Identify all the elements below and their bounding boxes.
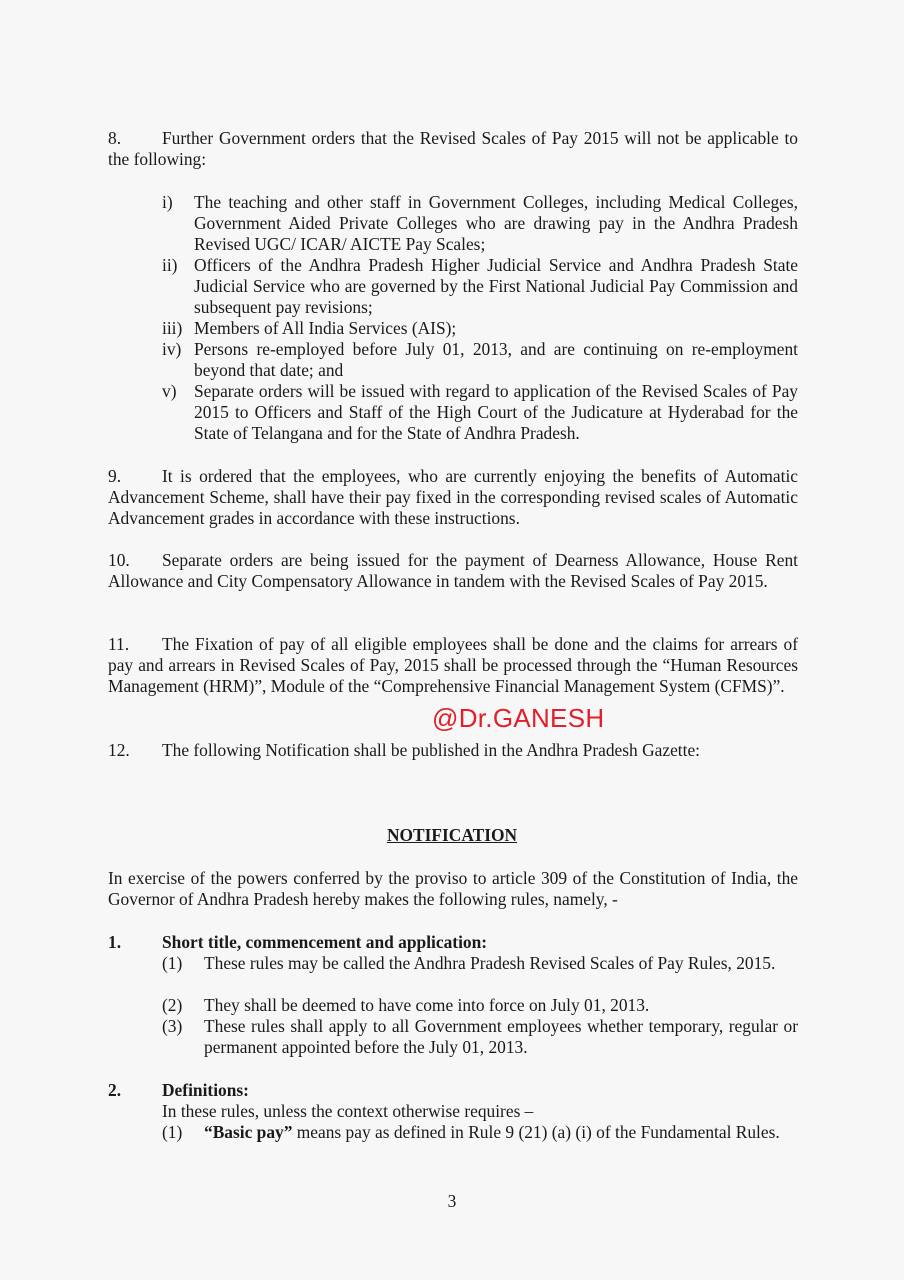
item-label: (1) xyxy=(162,953,183,973)
item-text: These rules may be called the Andhra Pradesh Revised Scales of Pay Rules, 2015. xyxy=(204,953,776,973)
item-label: ii) xyxy=(162,255,178,275)
rule-2-intro: In these rules, unless the context otherwise requires – xyxy=(162,1101,534,1121)
para-11-number: 11. xyxy=(108,634,130,654)
para-8-item-i xyxy=(162,192,798,255)
rule-2-number: 2. xyxy=(108,1080,122,1100)
item-text xyxy=(204,1122,798,1143)
para-11-text: The Fixation of pay of all eligible employees shall be done and the claims for arrears of pay and arrears in Revised Scales of Pay, 2015 shall be processed through the “Human Resources Management (HRM)”, Module of the “Comprehensive Financial Management System (CFMS)”. xyxy=(108,634,798,696)
defined-term: “Basic pay” xyxy=(204,1122,293,1142)
item-text: The teaching and other staff in Government Colleges, including Medical Colleges, Government Aided Private Colleges who are drawing pay in the Andhra Pradesh Revised UGC/ ICAR/ AICTE Pay Scales; xyxy=(194,192,798,254)
item-label: (1) xyxy=(162,1122,183,1142)
para-8-text: Further Government orders that the Revised Scales of Pay 2015 will not be applicable to the following: xyxy=(108,128,798,169)
rule-1-item-1 xyxy=(162,953,798,974)
para-11 xyxy=(108,634,798,697)
para-8-item-iv xyxy=(162,339,798,381)
rule-1-number: 1. xyxy=(108,932,122,952)
item-label: i) xyxy=(162,192,173,212)
para-9 xyxy=(108,466,798,529)
notification-heading: NOTIFICATION xyxy=(386,825,518,845)
item-text: They shall be deemed to have come into force on July 01, 2013. xyxy=(204,995,650,1015)
item-label: (3) xyxy=(162,1016,183,1036)
para-9-text: It is ordered that the employees, who are currently enjoying the benefits of Automatic Advancement Scheme, shall have their pay fixed in the corresponding revised scales of Automatic Advancement grades in accordance with these instructions. xyxy=(108,466,798,528)
para-12 xyxy=(108,740,798,761)
para-10 xyxy=(108,550,798,592)
item-label: (2) xyxy=(162,995,183,1015)
rule-1-title: Short title, commencement and application: xyxy=(162,932,488,952)
item-label: iv) xyxy=(162,339,182,359)
watermark: @Dr.GANESH xyxy=(432,703,605,733)
item-label: v) xyxy=(162,381,177,401)
para-10-number: 10. xyxy=(108,550,130,570)
page-number: 3 xyxy=(447,1191,457,1211)
para-9-number: 9. xyxy=(108,466,122,486)
para-8-item-iii xyxy=(162,318,798,339)
rule-1-item-3 xyxy=(162,1016,798,1058)
item-text: These rules shall apply to all Government employees whether temporary, regular or permanent appointed before the July 01, 2013. xyxy=(204,1016,798,1057)
para-10-text: Separate orders are being issued for the payment of Dearness Allowance, House Rent Allowance and City Compensatory Allowance in tandem with the Revised Scales of Pay 2015. xyxy=(108,550,798,591)
rule-2-title: Definitions: xyxy=(162,1080,249,1100)
item-text: Persons re-employed before July 01, 2013, and are continuing on re-employment beyond that date; and xyxy=(194,339,798,380)
item-text: Officers of the Andhra Pradesh Higher Judicial Service and Andhra Pradesh State Judicial Service who are governed by the First National Judicial Pay Commission and subsequent pay revisions; xyxy=(194,255,798,317)
item-label: iii) xyxy=(162,318,183,338)
para-8-item-ii xyxy=(162,255,798,318)
para-8-item-v xyxy=(162,381,798,444)
para-12-text: The following Notification shall be published in the Andhra Pradesh Gazette: xyxy=(162,740,701,760)
item-text: Separate orders will be issued with regard to application of the Revised Scales of Pay 2015 to Officers and Staff of the High Court of the Judicature at Hyderabad for the State of Telangana and for the State of Andhra Pradesh. xyxy=(194,381,798,443)
para-8 xyxy=(108,128,798,170)
definition-text: means pay as defined in Rule 9 (21) (a) (i) of the Fundamental Rules. xyxy=(292,1122,780,1142)
notification-intro: In exercise of the powers conferred by the proviso to article 309 of the Constitution of India, the Governor of Andhra Pradesh hereby makes the following rules, namely, - xyxy=(108,868,798,909)
para-8-number: 8. xyxy=(108,128,122,148)
rule-2-item-1 xyxy=(162,1122,798,1143)
item-text: Members of All India Services (AIS); xyxy=(194,318,457,338)
para-12-number: 12. xyxy=(108,740,130,760)
rule-1-item-2 xyxy=(162,995,798,1016)
